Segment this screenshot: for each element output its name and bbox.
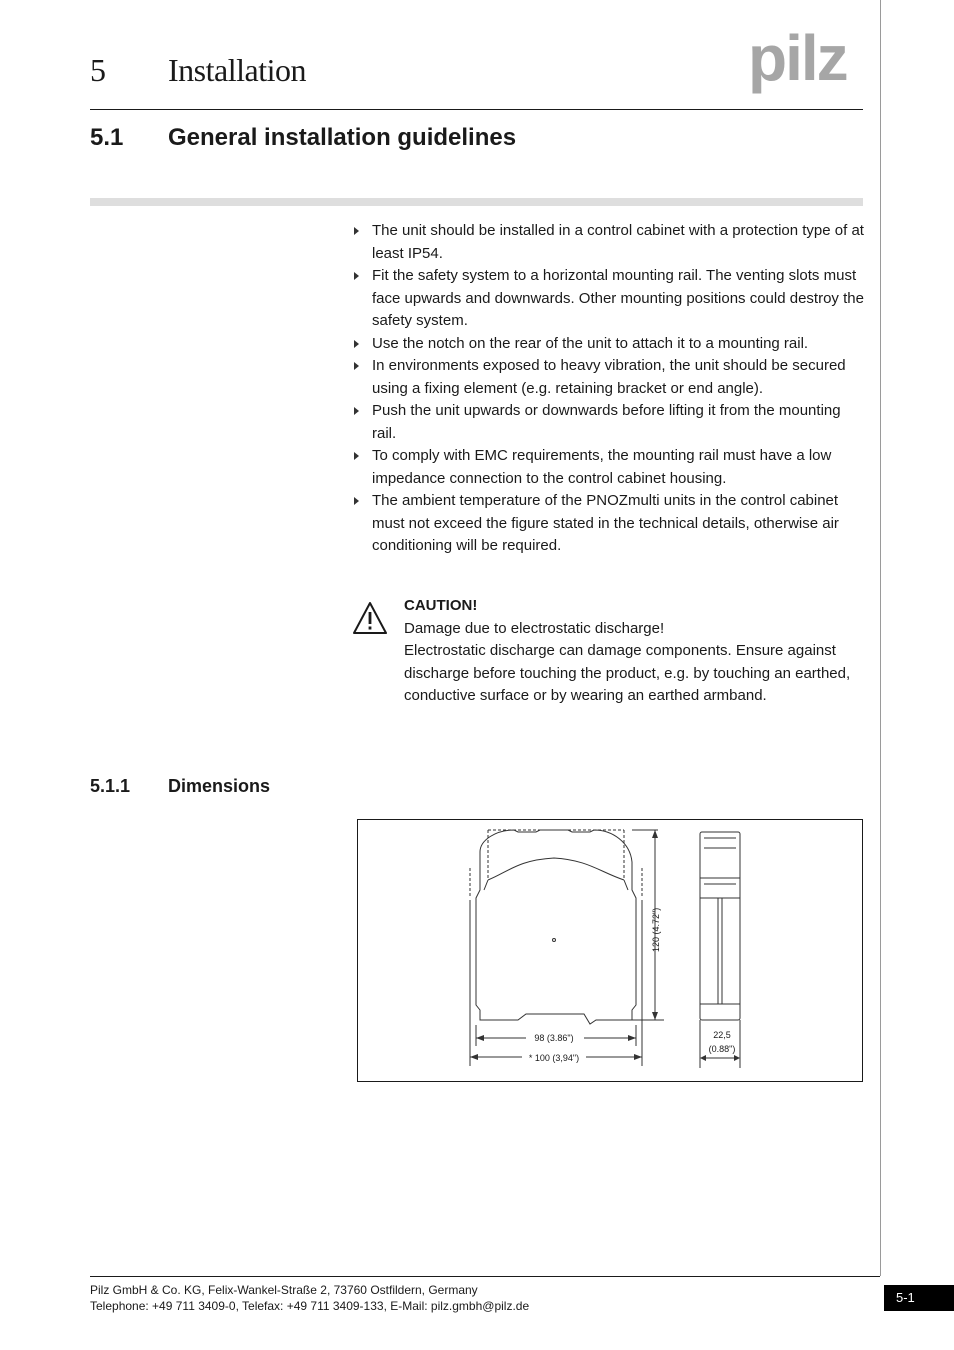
footer-address: Pilz GmbH & Co. KG, Felix-Wankel-Straße 2, 73760 Ostfildern, Germany xyxy=(90,1283,478,1297)
dimension-total-width-label: * 100 (3,94") xyxy=(528,1053,580,1063)
list-item: The ambient temperature of the PNOZmulti units in the control cabinet must not exceed the figure stated in the technical details, otherwise air conditioning will be required. xyxy=(354,490,864,558)
section-title: General installation guidelines xyxy=(168,124,517,151)
front-view-inner-curve xyxy=(488,858,624,880)
side-view-outline xyxy=(700,832,740,1020)
page-number: 5-1 xyxy=(884,1285,954,1311)
section-number: 5.1 xyxy=(90,124,124,151)
warning-triangle-icon xyxy=(352,600,388,636)
subsection-number: 5.1.1 xyxy=(90,776,131,796)
guidelines-list xyxy=(354,220,864,558)
header-rule xyxy=(90,109,863,110)
caution-text: Electrostatic discharge can damage components. Ensure against discharge before touching the product, e.g. by touching an earthed, conductive surface or by wearing an earthed armband. xyxy=(404,642,851,704)
list-item: Push the unit upwards or downwards before lifting it from the mounting rail. xyxy=(354,400,864,445)
chapter-title: Installation xyxy=(168,52,306,88)
list-item: To comply with EMC requirements, the mounting rail must have a low impedance connection to the control cabinet housing. xyxy=(354,445,864,490)
front-view-outline xyxy=(476,830,636,1024)
bullet-arrow-icon xyxy=(354,497,359,505)
bullet-arrow-icon xyxy=(354,227,359,235)
dimensions-drawing-svg xyxy=(358,820,862,1081)
caution-notice xyxy=(404,595,864,708)
pilz-logo xyxy=(748,28,866,94)
bullet-arrow-icon xyxy=(354,340,359,348)
pilz-logo-text: pilz xyxy=(748,28,847,94)
chapter-number: 5 xyxy=(90,52,106,88)
bullet-arrow-icon xyxy=(354,272,359,280)
list-item: Fit the safety system to a horizontal mounting rail. The venting slots must face upwards and downwards. Other mounting positions could destroy the safety system. xyxy=(354,265,864,333)
dimensions-drawing xyxy=(357,819,863,1082)
bullet-arrow-icon xyxy=(354,407,359,415)
list-item: The unit should be installed in a control cabinet with a protection type of at least IP54. xyxy=(354,220,864,265)
bullet-arrow-icon xyxy=(354,362,359,370)
caution-subheading: Damage due to electrostatic discharge! xyxy=(404,619,665,637)
dimension-depth-label-2: (0.88") xyxy=(708,1044,736,1054)
dimension-depth-label-1: 22,5 xyxy=(713,1030,731,1040)
right-margin-rule xyxy=(880,0,881,1276)
section-divider-bar xyxy=(90,198,863,206)
list-item: Use the notch on the rear of the unit to attach it to a mounting rail. xyxy=(354,333,864,356)
list-item: In environments exposed to heavy vibration, the unit should be secured using a fixing element (e.g. retaining bracket or end angle). xyxy=(354,355,864,400)
footer-contact: Telephone: +49 711 3409-0, Telefax: +49 711 3409-133, E-Mail: pilz.gmbh@pilz.de xyxy=(90,1299,530,1313)
footer-rule xyxy=(90,1276,880,1277)
bullet-arrow-icon xyxy=(354,452,359,460)
dimension-height-label: 120 (4.72") xyxy=(651,907,661,952)
dimension-width-label: 98 (3.86") xyxy=(534,1033,574,1043)
caution-heading: CAUTION! xyxy=(404,597,478,614)
subsection-title: Dimensions xyxy=(168,776,271,796)
